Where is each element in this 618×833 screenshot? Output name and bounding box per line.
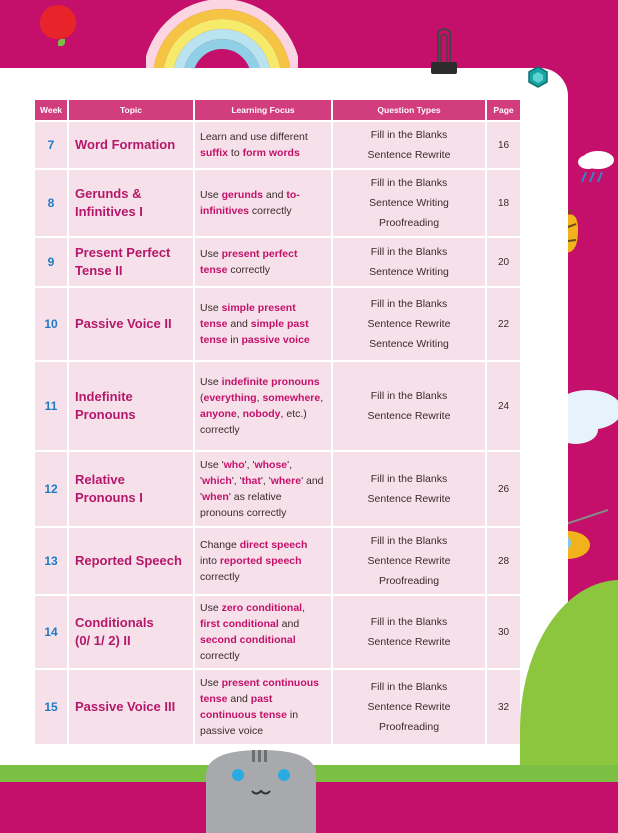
page-number: 30 (487, 596, 520, 668)
header-week: Week (35, 100, 67, 120)
question-type-item: Proofreading (378, 217, 440, 229)
question-type-item: Proofreading (378, 575, 440, 587)
focus-keyword: indefinite pronouns (221, 376, 320, 388)
week-number: 11 (35, 362, 67, 450)
question-types (333, 452, 485, 526)
question-type-item: Sentence Rewrite (367, 555, 451, 567)
binder-clip-icon (430, 28, 458, 78)
topic-title: Gerunds & Infinitives I (69, 170, 193, 236)
table-row (35, 452, 520, 526)
focus-keyword: present continuous tense (200, 677, 320, 705)
focus-keyword: simple past tense (200, 318, 309, 346)
top-banner (0, 0, 618, 72)
question-types (333, 362, 485, 450)
table-row (35, 170, 520, 236)
question-type-item: Sentence Writing (369, 338, 449, 350)
question-type-item: Fill in the Blanks (370, 473, 448, 485)
week-number: 8 (35, 170, 67, 236)
question-type-item: Fill in the Blanks (370, 246, 448, 258)
focus-keyword: zero conditional (221, 602, 303, 614)
learning-focus: Learn and use different suffix to form words (195, 122, 331, 168)
question-types (333, 288, 485, 360)
page-number: 22 (487, 288, 520, 360)
rainbow-decoration (146, 0, 298, 72)
question-type-item: Fill in the Blanks (370, 177, 448, 189)
focus-keyword: second conditional (200, 634, 296, 646)
question-types (333, 122, 485, 168)
learning-focus: Use zero conditional, first conditional and second conditional correctly (195, 596, 331, 668)
focus-keyword: past continuous tense (200, 693, 287, 721)
header-page: Page (487, 100, 520, 120)
question-type-item: Sentence Rewrite (367, 636, 451, 648)
question-type-item: Proofreading (378, 721, 440, 733)
topic-title: Word Formation (69, 122, 193, 168)
learning-focus: Use present continuous tense and past continuous tense in passive voice (195, 670, 331, 744)
focus-keyword: form words (242, 147, 300, 159)
focus-keyword: first conditional (200, 618, 279, 630)
topic-title: Indefinite Pronouns (69, 362, 193, 450)
focus-keyword: suffix (200, 147, 229, 159)
week-number: 7 (35, 122, 67, 168)
question-type-item: Fill in the Blanks (370, 616, 448, 628)
table-row (35, 238, 520, 286)
topic-title: Passive Voice II (69, 288, 193, 360)
page-number: 26 (487, 452, 520, 526)
learning-focus: Use gerunds and to-infinitives correctly (195, 170, 331, 236)
question-types (333, 528, 485, 594)
focus-keyword: reported speech (219, 555, 302, 567)
cat-illustration (186, 745, 336, 833)
table-row (35, 362, 520, 450)
focus-keyword: nobody (242, 408, 281, 420)
table-row (35, 528, 520, 594)
question-type-item: Fill in the Blanks (370, 390, 448, 402)
table-row (35, 670, 520, 744)
week-number: 15 (35, 670, 67, 744)
apple-icon (40, 5, 76, 39)
topic-title: Present Perfect Tense II (69, 238, 193, 286)
lesson-table (33, 98, 522, 746)
page-number: 16 (487, 122, 520, 168)
header-question-types: Question Types (333, 100, 485, 120)
focus-keyword: somewhere (262, 392, 321, 404)
focus-keyword: direct speech (239, 539, 308, 551)
page-number: 24 (487, 362, 520, 450)
question-types (333, 670, 485, 744)
focus-keyword: simple present tense (200, 302, 296, 330)
table-row (35, 596, 520, 668)
focus-keyword: anyone (200, 408, 237, 420)
question-type-item: Sentence Rewrite (367, 493, 451, 505)
learning-focus: Use present perfect tense correctly (195, 238, 331, 286)
topic-title: Passive Voice III (69, 670, 193, 744)
question-type-item: Sentence Rewrite (367, 318, 451, 330)
page-number: 18 (487, 170, 520, 236)
topic-title: Conditionals (0/ 1/ 2) II (69, 596, 193, 668)
table-row (35, 288, 520, 360)
focus-keyword: when (202, 491, 229, 503)
focus-keyword: passive voice (241, 334, 310, 346)
question-type-item: Sentence Writing (369, 197, 449, 209)
header-learning-focus: Learning Focus (195, 100, 331, 120)
learning-focus: Change direct speech into reported speech correctly (195, 528, 331, 594)
page-number: 32 (487, 670, 520, 744)
topic-title: Relative Pronouns I (69, 452, 193, 526)
learning-focus: Use simple present tense and simple past tense in passive voice (195, 288, 331, 360)
question-type-item: Sentence Rewrite (367, 410, 451, 422)
focus-keyword: gerunds (221, 189, 264, 201)
week-number: 10 (35, 288, 67, 360)
header-topic: Topic (69, 100, 193, 120)
focus-keyword: that (241, 475, 261, 487)
question-type-item: Fill in the Blanks (370, 535, 448, 547)
week-number: 12 (35, 452, 67, 526)
question-type-item: Sentence Rewrite (367, 149, 451, 161)
question-type-item: Fill in the Blanks (370, 129, 448, 141)
question-types (333, 596, 485, 668)
table-body (35, 122, 520, 744)
learning-focus: Use 'who', 'whose', 'which', 'that', 'where' and 'when' as relative pronouns correctly (195, 452, 331, 526)
page-number: 20 (487, 238, 520, 286)
week-number: 9 (35, 238, 67, 286)
focus-keyword: present perfect tense (200, 248, 298, 276)
question-types (333, 170, 485, 236)
gem-icon (527, 66, 549, 88)
question-types (333, 238, 485, 286)
topic-title: Reported Speech (69, 528, 193, 594)
focus-keyword: who (223, 459, 245, 471)
focus-keyword: whose (254, 459, 288, 471)
focus-keyword: where (270, 475, 302, 487)
table-header-row (35, 100, 520, 120)
focus-keyword: which (202, 475, 232, 487)
question-type-item: Sentence Writing (369, 266, 449, 278)
focus-keyword: everything (203, 392, 257, 404)
page-number: 28 (487, 528, 520, 594)
focus-keyword: to-infinitives (200, 189, 300, 217)
table-row (35, 122, 520, 168)
learning-focus: Use indefinite pronouns (everything, somewhere, anyone, nobody, etc.) correctly (195, 362, 331, 450)
week-number: 13 (35, 528, 67, 594)
week-number: 14 (35, 596, 67, 668)
question-type-item: Fill in the Blanks (370, 681, 448, 693)
question-type-item: Fill in the Blanks (370, 298, 448, 310)
question-type-item: Sentence Rewrite (367, 701, 451, 713)
